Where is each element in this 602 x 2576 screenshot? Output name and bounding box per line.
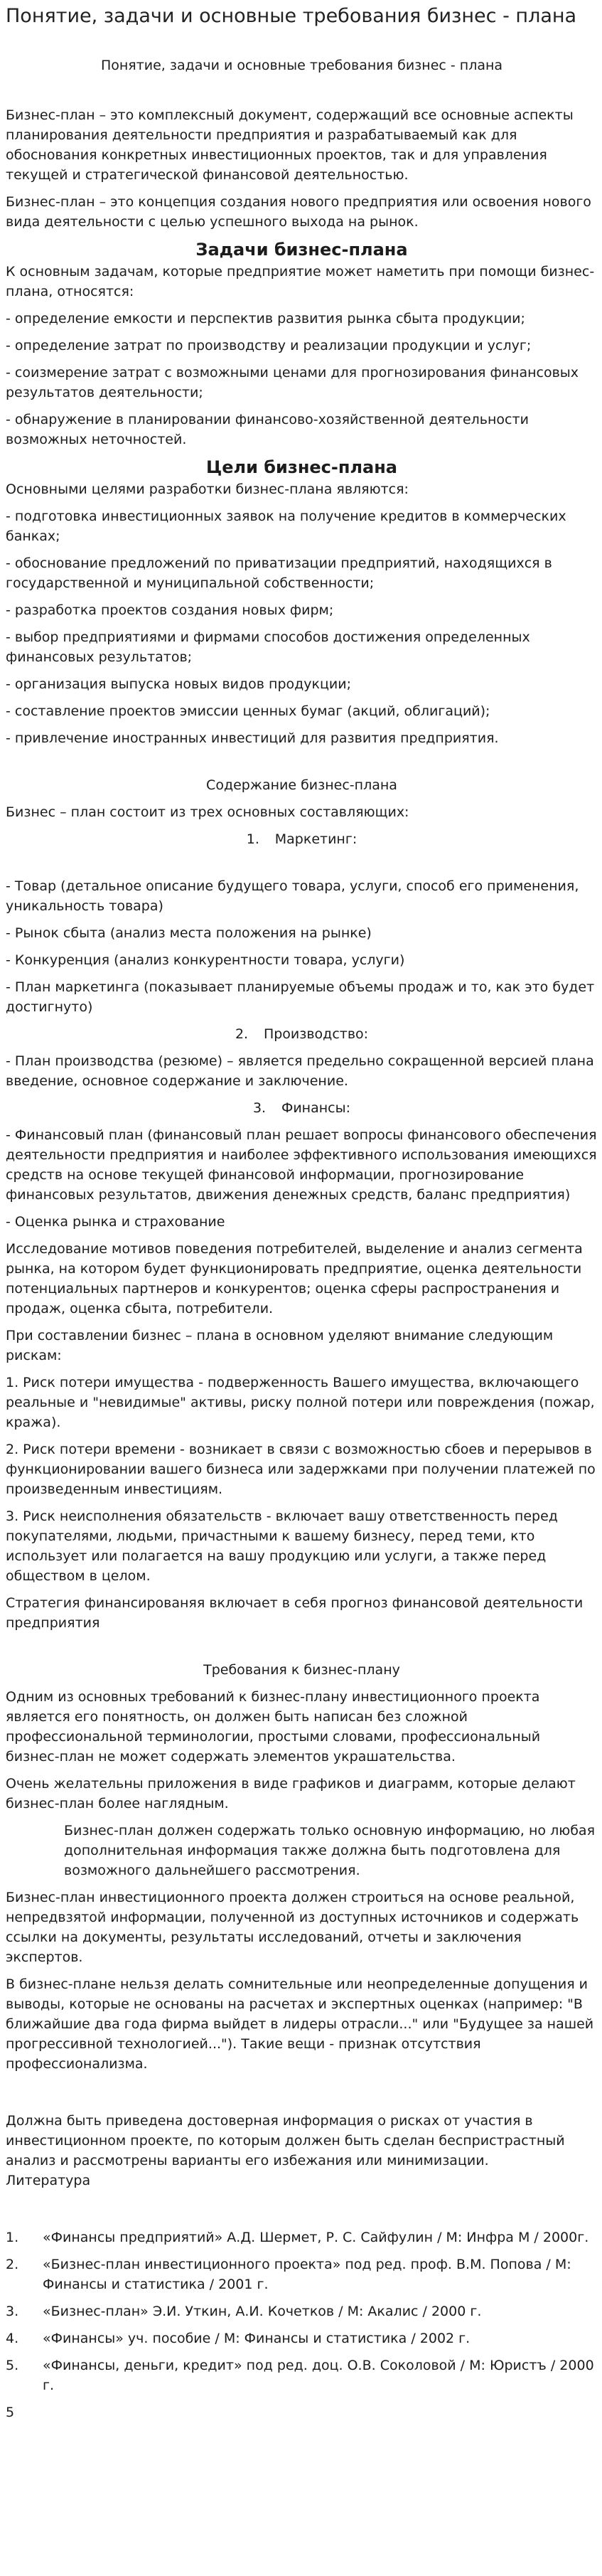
list-item: - Финансовый план (финансовый план решает вопросы финансового обеспечения деятельности предприятия и наиболее эффективного использования имеющихся средств на основе текущей финансовой информации, прогнозирование финансовых результатов, движения денежных средств, баланс предприятия) bbox=[6, 1127, 597, 1203]
list-item: - обнаружение в планировании финансово-хозяйственной деятельности возможных неточностей. bbox=[6, 412, 529, 447]
paragraph: Одним из основных требований к бизнес-плану инвестиционного проекта является его понятность, он должен быть написан без сложной профессиональной терминологии, простыми словами, профессиональный бизнес-план не может содержать элементов украшательства. bbox=[6, 1689, 541, 1765]
literature-text: «Финансы, деньги, кредит» под ред. доц. О.В. Соколовой / М: Юристъ / 2000 г. bbox=[43, 2358, 594, 2393]
section-number: 1. bbox=[246, 831, 259, 847]
literature-text: «Финансы» уч. пособие / М: Финансы и статистика / 2002 г. bbox=[43, 2331, 471, 2346]
paragraph: Стратегия финансированяя включает в себя прогноз финансовой деятельности предприятия bbox=[6, 1595, 584, 1631]
list-item: - разработка проектов создания новых фирм; bbox=[6, 602, 334, 618]
section-heading-marketing bbox=[6, 829, 598, 849]
list-item: - подготовка инвестиционных заявок на получение кредитов в коммерческих банках; bbox=[6, 509, 566, 544]
literature-number: 3. bbox=[6, 2304, 19, 2319]
document-title: Понятие, задачи и основные требования бизнес - плана bbox=[6, 5, 577, 27]
section-title: Производство: bbox=[263, 1026, 369, 1042]
list-item: - План маркетинга (показывает планируемые объемы продаж и то, как это будет достигнуто) bbox=[6, 979, 595, 1015]
list-item: - организация выпуска новых видов продукции; bbox=[6, 676, 352, 692]
page-number: 5 bbox=[6, 2405, 15, 2420]
requirements-heading: Требования к бизнес-плану bbox=[203, 1662, 400, 1678]
section-number: 2. bbox=[235, 1026, 249, 1042]
list-item: - Оценка рынка и страхование bbox=[6, 1214, 225, 1230]
literature-item bbox=[6, 2356, 598, 2395]
paragraph: Исследование мотивов поведения потребителей, выделение и анализ сегмента рынка, на котором будет функционировать предприятие, оценка деятельности потенциальных партнеров и конкурентов; оценка сферы распространения и продаж, оценка сбыта, потребители. bbox=[6, 1241, 583, 1316]
section-heading-finance bbox=[6, 1098, 598, 1118]
paragraph: При составлении бизнес – плана в основном уделяют внимание следующим рискам: bbox=[6, 1328, 554, 1363]
list-item: - составление проектов эмиссии ценных бумаг (акций, облигаций); bbox=[6, 703, 490, 719]
intro-paragraph: Бизнес-план – это комплексный документ, содержащий все основные аспекты планирования деятельности предприятия и разрабатываемый как для обоснования конкретных инвестиционных проектов, так и для управления текущей и стратегической финансовой деятельностью. bbox=[6, 107, 574, 183]
paragraph: Должна быть приведена достоверная информация о рисках от участия в инвестиционном проекте, по которым должен быть сделан беспристрастный анализ и рассмотрены варианты его избежания или минимизации. bbox=[6, 2113, 565, 2168]
paragraph: Бизнес-план инвестиционного проекта должен строиться на основе реальной, непредвзятой информации, полученной из доступных источников и содержать ссылки на документы, результаты исследований, отчеты и заключения экспертов. bbox=[6, 1890, 579, 1965]
list-item: - определение затрат по производству и реализации продукции и услуг; bbox=[6, 338, 532, 353]
literature-number: 5. bbox=[6, 2358, 19, 2373]
paragraph: В бизнес-плане нельзя делать сомнительные или неопределенные допущения и выводы, которые не основаны на расчетах и экспертных оценках (например: "В ближайшие два года фирма выйдет в лидеры отрасли..." или "Будущее за нашей прогрессивной технологией..."). Такие вещи - признак отсутствия профессионализма. bbox=[6, 1976, 594, 2072]
literature-item bbox=[6, 2301, 598, 2321]
literature-text: «Бизнес-план» Э.И. Уткин, А.И. Кочетков / М: Акалис / 2000 г. bbox=[43, 2304, 482, 2319]
section-number: 3. bbox=[252, 1100, 267, 1116]
list-item: - План производства (резюме) – является предельно сокращенной версией плана введение, основное содержание и заключение. bbox=[6, 1053, 594, 1089]
literature-item bbox=[6, 2328, 598, 2348]
contents-lead: Бизнес – план состоит из трех основных составляющих: bbox=[6, 804, 409, 820]
literature-text: «Финансы предприятий» А.Д. Шермет, Р. С. Сайфулин / М: Инфра М / 2000г. bbox=[43, 2230, 589, 2245]
list-item: - Рынок сбыта (анализ места положения на рынке) bbox=[6, 925, 372, 941]
risk-item: 1. Риск потери имущества - подверженность Вашего имущества, включающего реальные и "невидимые" активы, риску полной потери или повреждения (пожар, кража). bbox=[6, 1375, 595, 1430]
intro-paragraph: Бизнес-план – это концепция создания нового предприятия или освоения нового вида деятельности с целью успешного выхода на рынок. bbox=[6, 194, 591, 230]
section-heading-production bbox=[6, 1024, 598, 1044]
list-item: - выбор предприятиями и фирмами способов достижения определенных финансовых результатов; bbox=[6, 629, 530, 665]
document-subtitle: Понятие, задачи и основные требования бизнес - плана bbox=[100, 58, 503, 73]
document-page bbox=[0, 4, 602, 2422]
goals-heading: Цели бизнес-плана bbox=[206, 457, 397, 477]
section-title: Маркетинг: bbox=[274, 831, 358, 847]
contents-heading: Содержание бизнес-плана bbox=[206, 777, 397, 793]
paragraph: Очень желательны приложения в виде графиков и диаграмм, которые делают бизнес-план более наглядным. bbox=[6, 1776, 576, 1811]
list-item: - соизмерение затрат с возможными ценами для прогнозирования финансовых результатов деятельности; bbox=[6, 365, 579, 400]
tasks-heading: Задачи бизнес-плана bbox=[195, 240, 408, 260]
literature-number: 2. bbox=[6, 2257, 19, 2272]
goals-lead: Основными целями разработки бизнес-плана являются: bbox=[6, 481, 409, 497]
paragraph: Бизнес-план должен содержать только основную информацию, но любая дополнительная информация также должна быть подготовлена для возможного дальнейшего рассмотрения. bbox=[64, 1823, 596, 1878]
list-item: - обоснование предложений по приватизации предприятий, находящихся в государственной и муниципальной собственности; bbox=[6, 555, 552, 591]
list-item: - привлечение иностранных инвестиций для развития предприятия. bbox=[6, 730, 499, 746]
list-item: - Конкуренция (анализ конкурентности товара, услуги) bbox=[6, 952, 405, 968]
literature-heading: Литература bbox=[6, 2173, 91, 2188]
list-item: - Товар (детальное описание будущего товара, услуги, способ его применения, уникальность товара) bbox=[6, 878, 579, 914]
literature-item bbox=[6, 2255, 598, 2294]
literature-number: 1. bbox=[6, 2230, 19, 2245]
literature-item bbox=[6, 2228, 598, 2247]
literature-number: 4. bbox=[6, 2331, 19, 2346]
section-title: Финансы: bbox=[281, 1100, 351, 1116]
risk-item: 2. Риск потери времени - возникает в связи с возможностью сбоев и перерывов в функционировании вашего бизнеса или задержками при получении платежей по произведенным инвестициям. bbox=[6, 1442, 596, 1497]
risk-item: 3. Риск неисполнения обязательств - включает вашу ответственность перед покупателями, людьми, причастными к вашему бизнесу, перед теми, кто использует или полагается на вашу продукцию или услуги, а также перед обществом в целом. bbox=[6, 1508, 558, 1584]
tasks-lead: К основным задачам, которые предприятие может наметить при помощи бизнес-плана, относятся: bbox=[6, 264, 595, 299]
list-item: - определение емкости и перспектив развития рынка сбыта продукции; bbox=[6, 311, 525, 326]
literature-text: «Бизнес-план инвестиционного проекта» под ред. проф. В.М. Попова / М: Финансы и статистика / 2001 г. bbox=[43, 2257, 571, 2292]
